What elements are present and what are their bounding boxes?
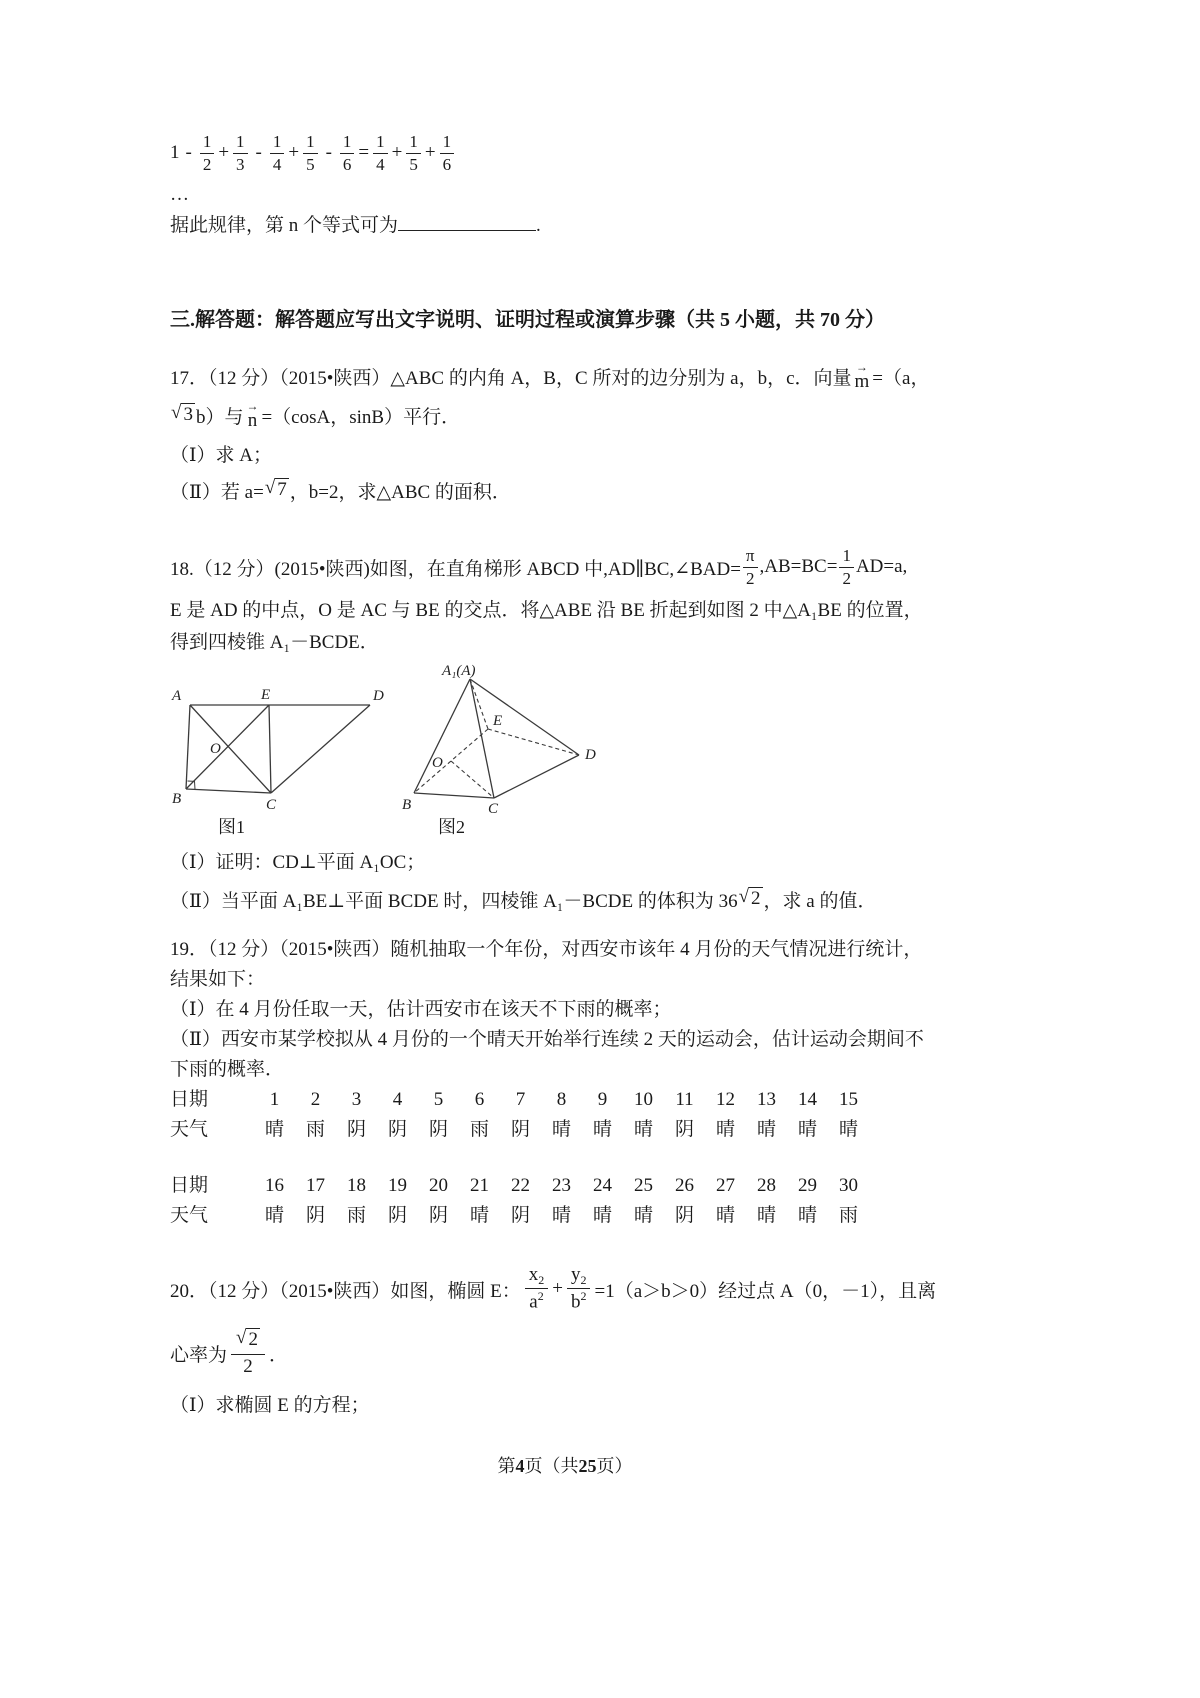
weather-cell: 阴 bbox=[674, 1119, 694, 1140]
q20-text: 心率为 bbox=[170, 1344, 228, 1366]
page-content bbox=[170, 126, 1000, 1421]
fraction-x2-a2 bbox=[525, 1264, 549, 1313]
vector-n-letter: n bbox=[247, 409, 258, 431]
figure1-caption: 图1 bbox=[218, 817, 245, 837]
date-cell: 19 bbox=[388, 1175, 407, 1196]
total-pages: 25 bbox=[578, 1456, 597, 1476]
fig2-label-C: C bbox=[488, 801, 499, 815]
plus-operator: + bbox=[218, 142, 230, 163]
fig2-label-D: D bbox=[585, 747, 596, 763]
denominator: 5 bbox=[409, 154, 418, 174]
answer-blank bbox=[398, 210, 536, 231]
weather-cell: 阴 bbox=[510, 1205, 530, 1226]
radical-sign: √ bbox=[738, 886, 750, 908]
weather-cell: 晴 bbox=[715, 1119, 735, 1140]
sqrt-2 bbox=[739, 887, 763, 911]
denominator: 4 bbox=[376, 154, 385, 174]
weather-cell: 雨 bbox=[469, 1119, 489, 1140]
numerator: 1 bbox=[233, 132, 248, 154]
denominator: 3 bbox=[236, 154, 245, 174]
numerator bbox=[525, 1264, 549, 1289]
edge-DA1 bbox=[470, 679, 579, 755]
weather-row bbox=[170, 1115, 1000, 1145]
fig1-label-D: D bbox=[373, 688, 384, 704]
date-cell: 18 bbox=[347, 1175, 366, 1196]
weather-cell: 雨 bbox=[838, 1205, 858, 1226]
fig2-label-E: E bbox=[493, 713, 503, 729]
weather-table-days-16-30 bbox=[170, 1171, 1000, 1231]
edge-CD bbox=[271, 705, 370, 793]
denominator: 5 bbox=[306, 154, 315, 174]
edge-ED bbox=[488, 729, 579, 755]
date-cell: 6 bbox=[474, 1089, 485, 1110]
vector-m-letter: m bbox=[854, 370, 870, 392]
denominator: 6 bbox=[342, 154, 352, 174]
date-cell: 27 bbox=[716, 1175, 735, 1196]
numerator: 1 bbox=[440, 132, 455, 154]
q17-text: =（cosA，sinB）平行． bbox=[261, 406, 461, 428]
weather-cell: 晴 bbox=[592, 1119, 612, 1140]
q18-text: 18.（12 分）(2015•陕西)如图，在直角梯形 ABCD 中,AD∥BC,∠BAD= bbox=[170, 558, 741, 580]
row-label-weather: 天气 bbox=[170, 1205, 209, 1226]
date-row bbox=[170, 1085, 1000, 1115]
fraction-pi-2 bbox=[743, 546, 758, 588]
footer-text: 页（共 bbox=[524, 1456, 579, 1476]
fraction bbox=[303, 132, 318, 174]
date-cell: 29 bbox=[798, 1175, 817, 1196]
numerator bbox=[231, 1328, 265, 1355]
q19-line1: 19．（12 分）（2015•陕西）随机抽取一个年份，对西安市该年 4 月份的天气情况进行统计， bbox=[170, 939, 923, 960]
fraction-sqrt2-2 bbox=[231, 1328, 265, 1378]
vector-m bbox=[854, 359, 870, 392]
exponent: 2 bbox=[537, 1289, 544, 1304]
question-19 bbox=[170, 935, 1000, 1231]
q20-text: =1（a＞b＞0）经过点 A（0，－1），且离 bbox=[594, 1280, 937, 1302]
q17-text: 17．（12 分）（2015•陕西）△ABC 的内角 A，B，C 所对的边分别为 a，b，c．向量 bbox=[170, 367, 852, 389]
q17-part1: （Ⅰ）求 A； bbox=[170, 445, 272, 466]
q18-figures bbox=[170, 663, 1000, 839]
footer-text: 页） bbox=[596, 1456, 633, 1476]
weather-cell: 阴 bbox=[346, 1119, 366, 1140]
figure1-labels bbox=[171, 687, 384, 813]
weather-cell: 晴 bbox=[592, 1205, 612, 1226]
minus-operator: - bbox=[255, 142, 262, 163]
exponent: 2 bbox=[538, 1273, 545, 1288]
date-cell: 5 bbox=[433, 1089, 444, 1110]
weather-cell: 阴 bbox=[387, 1119, 407, 1140]
fraction-1-2 bbox=[839, 546, 854, 588]
weather-table-days-1-15 bbox=[170, 1085, 1000, 1145]
weather-cell: 晴 bbox=[797, 1119, 817, 1140]
weather-cell: 阴 bbox=[674, 1205, 694, 1226]
q17-line2 bbox=[170, 395, 1000, 435]
page-number: 4 bbox=[515, 1456, 525, 1476]
edge-A1B bbox=[414, 679, 470, 793]
date-cell: 28 bbox=[757, 1175, 776, 1196]
weather-cell: 阴 bbox=[428, 1205, 448, 1226]
q20-line2 bbox=[170, 1323, 1000, 1383]
date-cell: 23 bbox=[552, 1175, 571, 1196]
plus-operator: + bbox=[288, 142, 300, 163]
denominator: 2 bbox=[202, 154, 212, 174]
weather-cell: 晴 bbox=[756, 1205, 776, 1226]
page-footer bbox=[170, 1452, 960, 1478]
date-cell: 11 bbox=[675, 1089, 694, 1110]
date-cell: 10 bbox=[634, 1089, 653, 1110]
equals-sign: = bbox=[358, 142, 370, 163]
q17-text: b）与 bbox=[195, 406, 244, 428]
row-label-weather: 天气 bbox=[170, 1119, 209, 1140]
sqrt-3 bbox=[171, 403, 195, 427]
question-20 bbox=[170, 1255, 1000, 1421]
q20-part1: （Ⅰ）求椭圆 E 的方程； bbox=[170, 1395, 370, 1416]
q20-text: ． bbox=[268, 1344, 288, 1366]
denominator bbox=[571, 1289, 587, 1313]
q18-text: AD=a, bbox=[855, 556, 908, 577]
question-17 bbox=[170, 357, 1000, 509]
weather-cells bbox=[254, 1115, 869, 1145]
fraction bbox=[406, 132, 421, 174]
footer-text: 第 bbox=[497, 1456, 516, 1476]
weather-cell: 雨 bbox=[305, 1119, 325, 1140]
edge-BC bbox=[186, 789, 271, 793]
date-cell: 24 bbox=[593, 1175, 612, 1196]
date-cell: 25 bbox=[634, 1175, 653, 1196]
sqrt-7 bbox=[265, 478, 289, 502]
date-cell: 16 bbox=[265, 1175, 284, 1196]
weather-cell: 阴 bbox=[305, 1205, 325, 1226]
radicand: 3 bbox=[183, 404, 193, 426]
numerator: 1 bbox=[200, 132, 215, 154]
exponent: 2 bbox=[580, 1289, 587, 1304]
figure2-container bbox=[402, 663, 607, 839]
date-cell: 20 bbox=[429, 1175, 448, 1196]
fig2-label-O: O bbox=[432, 755, 443, 771]
date-cell: 13 bbox=[757, 1089, 776, 1110]
figure2-caption: 图2 bbox=[438, 817, 465, 837]
weather-cells bbox=[254, 1201, 869, 1231]
numerator: 1 bbox=[340, 132, 355, 154]
weather-cell: 阴 bbox=[428, 1119, 448, 1140]
q20-line1 bbox=[170, 1255, 1000, 1323]
weather-row bbox=[170, 1201, 1000, 1231]
denominator: 4 bbox=[272, 154, 282, 174]
date-cell: 8 bbox=[556, 1089, 567, 1110]
q19-line2: 结果如下： bbox=[170, 969, 266, 990]
q18-text: ，求 a 的值． bbox=[763, 890, 877, 912]
radicand: 2 bbox=[248, 1329, 258, 1351]
date-cell: 15 bbox=[839, 1089, 858, 1110]
fraction bbox=[233, 132, 248, 174]
vector-arrow-icon: → bbox=[246, 398, 259, 413]
fig1-label-B: B bbox=[172, 791, 182, 807]
q18-line3: 得到四棱锥 A₁－BCDE． bbox=[170, 632, 379, 653]
variable-b: b bbox=[570, 1291, 581, 1313]
denominator bbox=[529, 1289, 543, 1313]
denominator: 2 bbox=[243, 1355, 253, 1377]
sqrt-2 bbox=[236, 1328, 260, 1352]
figure2-solid-edges bbox=[414, 679, 579, 798]
conclusion-text: 据此规律，第 n 个等式可为 bbox=[170, 215, 399, 236]
q18-text: ,AB=BC= bbox=[759, 556, 838, 577]
fraction-y2-b2 bbox=[567, 1264, 591, 1313]
pattern-equation bbox=[170, 126, 1000, 180]
q18-part1: （Ⅰ）证明：CD⊥平面 A₁OC； bbox=[170, 852, 426, 873]
fig1-label-C: C bbox=[266, 797, 277, 813]
variable-x: x bbox=[528, 1264, 539, 1286]
vector-n bbox=[246, 398, 259, 431]
row-label-date: 日期 bbox=[170, 1089, 209, 1110]
fig2-label-A1: A₁(A) bbox=[442, 663, 476, 679]
date-cell: 17 bbox=[306, 1175, 325, 1196]
date-cell: 14 bbox=[798, 1089, 817, 1110]
weather-cell: 晴 bbox=[469, 1205, 489, 1226]
ellipsis: … bbox=[170, 184, 189, 205]
denominator: 6 bbox=[442, 154, 452, 174]
date-cells bbox=[254, 1171, 869, 1201]
fig1-label-A: A bbox=[172, 688, 182, 704]
right-angle-mark-B bbox=[188, 781, 196, 789]
numerator bbox=[567, 1264, 591, 1289]
period: . bbox=[536, 215, 541, 236]
radical-sign: √ bbox=[171, 402, 182, 424]
q18-line2: E 是 AD 的中点，O 是 AC 与 BE 的交点．将△ABE 沿 BE 折起到如图 2 中△A₁BE 的位置， bbox=[170, 600, 923, 621]
vector-arrow-icon: → bbox=[855, 359, 868, 374]
q18-part2 bbox=[170, 879, 1000, 919]
numerator: 1 bbox=[406, 132, 421, 154]
figure2-labels bbox=[402, 663, 596, 815]
q19-part1: （Ⅰ）在 4 月份任取一天，估计西安市在该天不下雨的概率； bbox=[170, 999, 672, 1020]
figure1-trapezoid bbox=[170, 685, 388, 815]
weather-cell: 晴 bbox=[797, 1205, 817, 1226]
date-cell: 26 bbox=[675, 1175, 694, 1196]
variable-y: y bbox=[570, 1264, 581, 1286]
date-cell: 12 bbox=[716, 1089, 735, 1110]
date-cell: 2 bbox=[310, 1089, 321, 1110]
date-cells bbox=[254, 1085, 869, 1115]
fig1-label-O: O bbox=[210, 741, 221, 757]
row-label-date: 日期 bbox=[170, 1175, 209, 1196]
date-cell: 7 bbox=[515, 1089, 526, 1110]
date-cell: 21 bbox=[470, 1175, 489, 1196]
fraction bbox=[200, 132, 215, 174]
edge-AB bbox=[186, 705, 190, 789]
weather-cell: 晴 bbox=[756, 1119, 776, 1140]
denominator: 2 bbox=[745, 568, 755, 588]
weather-cell: 阴 bbox=[387, 1205, 407, 1226]
variable-a: a bbox=[529, 1291, 538, 1313]
numerator: π bbox=[743, 546, 758, 568]
q17-text: =（a， bbox=[872, 367, 930, 389]
weather-cell: 晴 bbox=[551, 1119, 571, 1140]
weather-cell: 晴 bbox=[264, 1119, 284, 1140]
fraction bbox=[340, 132, 355, 174]
fraction bbox=[440, 132, 455, 174]
weather-cell: 阴 bbox=[510, 1119, 530, 1140]
q17-text: ，b=2，求△ABC 的面积． bbox=[289, 481, 511, 503]
q17-text: （Ⅱ）若 a= bbox=[170, 481, 264, 503]
q17-part2 bbox=[170, 471, 1000, 509]
q18-line1 bbox=[170, 539, 1000, 595]
date-cell: 9 bbox=[597, 1089, 608, 1110]
date-cell: 4 bbox=[392, 1089, 403, 1110]
date-cell: 1 bbox=[269, 1089, 280, 1110]
fraction bbox=[270, 132, 285, 174]
radical-sign: √ bbox=[236, 1327, 247, 1349]
diagonal-AC bbox=[190, 705, 271, 793]
q19-part2-line2: 下雨的概率． bbox=[170, 1059, 285, 1080]
fraction bbox=[373, 132, 388, 174]
minus-operator: - bbox=[185, 142, 192, 163]
q19-part2-line1: （Ⅱ）西安市某学校拟从 4 月份的一个晴天开始举行连续 2 天的运动会，估计运动会期间不 bbox=[170, 1029, 924, 1050]
date-cell: 3 bbox=[351, 1089, 362, 1110]
date-cell: 22 bbox=[511, 1175, 530, 1196]
date-cell: 30 bbox=[839, 1175, 858, 1196]
weather-cell: 晴 bbox=[715, 1205, 735, 1226]
radicand: 7 bbox=[277, 479, 287, 501]
q20-text: 20．（12 分）（2015•陕西）如图，椭圆 E： bbox=[170, 1280, 521, 1302]
numerator: 1 bbox=[373, 132, 388, 154]
numerator: 1 bbox=[839, 546, 854, 568]
edge-CD bbox=[494, 755, 579, 798]
fig1-label-E: E bbox=[261, 687, 271, 703]
fig2-label-B: B bbox=[402, 797, 412, 813]
exponent: 2 bbox=[580, 1273, 587, 1288]
numerator: 1 bbox=[270, 132, 285, 154]
section3-title: 三.解答题：解答题应写出文字说明、证明过程或演算步骤（共 5 小题，共 70 分） bbox=[170, 309, 885, 331]
plus-operator: + bbox=[424, 142, 436, 163]
figure2-pyramid bbox=[402, 663, 607, 815]
edge-EC bbox=[269, 705, 271, 793]
q18-text: （Ⅱ）当平面 A₁BE⊥平面 BCDE 时，四棱锥 A₁－BCDE 的体积为 36 bbox=[170, 890, 738, 912]
pattern-conclusion bbox=[170, 210, 1000, 241]
q17-line1 bbox=[170, 357, 1000, 395]
weather-cell: 晴 bbox=[633, 1119, 653, 1140]
radical-sign: √ bbox=[264, 477, 276, 499]
minus-operator: - bbox=[325, 142, 332, 163]
figure1-container bbox=[170, 685, 388, 839]
question-18 bbox=[170, 539, 1000, 919]
plus-operator: + bbox=[552, 1278, 563, 1299]
numerator: 1 bbox=[303, 132, 318, 154]
radicand: 2 bbox=[751, 888, 761, 910]
weather-cell: 晴 bbox=[633, 1205, 653, 1226]
plus-operator: + bbox=[391, 142, 403, 163]
eq-lead: 1 bbox=[170, 142, 180, 163]
weather-cell: 晴 bbox=[551, 1205, 571, 1226]
weather-cell: 晴 bbox=[838, 1119, 858, 1140]
weather-cell: 雨 bbox=[346, 1205, 366, 1226]
weather-cell: 晴 bbox=[264, 1205, 284, 1226]
denominator: 2 bbox=[842, 568, 851, 588]
date-row bbox=[170, 1171, 1000, 1201]
edge-BC bbox=[414, 793, 494, 798]
